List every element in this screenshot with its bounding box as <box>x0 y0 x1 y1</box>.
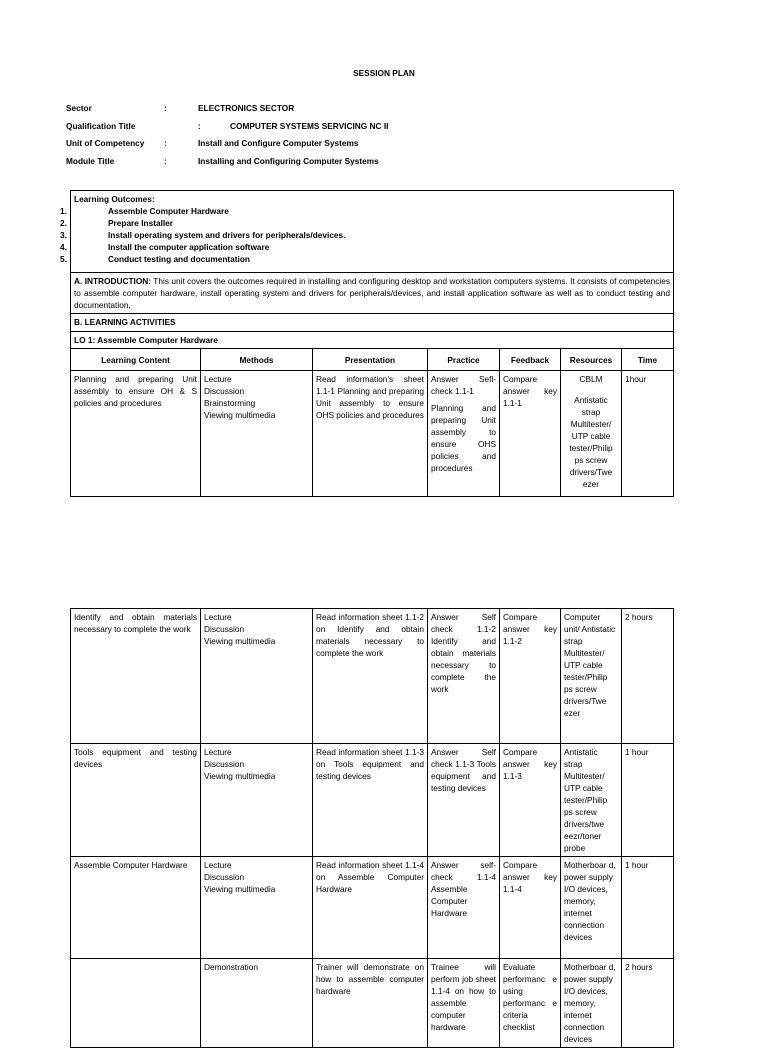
cell-practice: Trainee will perform job sheet 1.1-4 on how to assemble computer hardware <box>428 959 500 1048</box>
list-number: 2. <box>60 218 67 229</box>
cell-practice: Answer self-check 1.1-4 Assemble Computer Hardware <box>428 857 500 959</box>
cell-resources: Computer unit/ Antistatic strap Multitester/ UTP cable tester/Philip ps screw drivers/Twe ezer <box>561 609 622 744</box>
cell-resources: Antistatic strap Multitester/ UTP cable tester/Philip ps screw drivers/twe eezr/toner probe <box>561 744 622 857</box>
cell-learning-content: Assemble Computer Hardware <box>71 857 201 959</box>
cell-time: 2 hours <box>622 959 674 1048</box>
list-text: Install operating system and drivers for peripherals/devices. <box>108 230 346 241</box>
cell-methods <box>201 959 313 1048</box>
list-number: 1. <box>60 206 67 217</box>
cell-resources: Motherboar d, power supply I/O devices, memory, internet connection devices <box>561 959 622 1048</box>
practice-item: Answer Sefl-check 1.1-1 <box>431 374 496 397</box>
method-item: Brainstorming <box>204 398 256 409</box>
meta-value: ELECTRONICS SECTOR <box>198 103 295 113</box>
introduction-cell <box>71 273 674 314</box>
meta-value: Installing and Configuring Computer Systems <box>198 156 379 166</box>
learning-outcomes-heading: Learning Outcomes: <box>74 194 155 204</box>
cell-learning-content: Planning and preparing Unit assembly to ensure OH & S policies and procedures <box>71 371 201 497</box>
table-header-row <box>71 349 674 371</box>
method-item: Lecture <box>204 747 232 757</box>
cell-time: 1hour <box>622 371 674 497</box>
cell-time: 2 hours <box>622 609 674 744</box>
table-row <box>71 609 674 744</box>
col-header-time: Time <box>622 349 674 371</box>
cell-learning-content <box>71 959 201 1048</box>
col-header-learning-content: Learning Content <box>71 349 201 371</box>
cell-learning-content: Identify and obtain materials necessary to complete the work <box>71 609 201 744</box>
cell-time: 1 hour <box>622 744 674 857</box>
list-number: 4. <box>60 242 67 253</box>
cell-presentation: Read information's sheet 1.1-1 Planning and preparing Unit assembly to ensure OHS policies and procedures <box>313 371 428 497</box>
list-item <box>60 241 670 253</box>
method-item: Discussion <box>204 624 245 635</box>
list-text: Prepare Installer <box>108 218 174 229</box>
method-item: Discussion <box>204 872 245 883</box>
method-item: Lecture <box>204 374 232 385</box>
meta-value: Install and Configure Computer Systems <box>198 138 359 148</box>
cell-feedback: Compare answer key 1.1-2 <box>500 609 561 744</box>
cell-feedback: Compare answer key 1.1-4 <box>500 857 561 959</box>
table-row <box>71 744 674 857</box>
cell-feedback: Compare answer key 1.1-1 <box>500 371 561 497</box>
cell-methods <box>201 857 313 959</box>
meta-colon: : <box>198 121 201 131</box>
list-number: 3. <box>60 230 67 241</box>
meta-value: COMPUTER SYSTEMS SERVICING NC II <box>230 121 389 131</box>
col-header-resources: Resources <box>561 349 622 371</box>
list-item <box>60 217 670 229</box>
meta-colon: : <box>164 138 167 148</box>
list-text: Install the computer application software <box>108 242 270 253</box>
method-item: Discussion <box>204 759 245 770</box>
method-item: Discussion <box>204 386 245 397</box>
lo1-heading: LO 1: Assemble Computer Hardware <box>71 332 674 349</box>
cell-feedback: Compare answer key 1.1-3 <box>500 744 561 857</box>
col-header-practice: Practice <box>428 349 500 371</box>
cell-presentation: Read information sheet 1.1-3 on Tools equipment and testing devices <box>313 744 428 857</box>
meta-label: Module Title <box>66 156 115 166</box>
cell-presentation: Read information sheet 1.1-4 on Assemble Computer Hardware <box>313 857 428 959</box>
learning-outcomes-cell <box>60 191 674 273</box>
cell-presentation: Read information sheet 1.1-2 on Identify and obtain materials necessary to complete the work <box>313 609 428 744</box>
method-item: Lecture <box>204 612 232 622</box>
method-item: Lecture <box>204 860 232 871</box>
table-row <box>71 959 674 1048</box>
learning-activities-heading: B. LEARNING ACTIVITIES <box>71 314 674 332</box>
cell-methods <box>201 744 313 857</box>
meta-colon: : <box>164 156 167 166</box>
col-header-presentation: Presentation <box>313 349 428 371</box>
session-plan-table-continued <box>70 608 674 1048</box>
cell-practice <box>428 371 500 497</box>
list-number: 5. <box>60 254 67 265</box>
cell-learning-content: Tools equipment and testing devices <box>71 744 201 857</box>
introduction-label: A. INTRODUCTION: <box>74 276 152 286</box>
method-item: Viewing multimedia <box>204 636 276 647</box>
cell-presentation: Trainer will demonstrate on how to assemble computer hardware <box>313 959 428 1048</box>
introduction-text: This unit covers the outcomes required in installing and configuring desktop and workstation computers systems. It consists of competencies to assemble computer hardware, install operating system and drivers for peripherals/devices, and install application software as well as to conduct testing and documentation. <box>74 276 671 311</box>
list-item <box>60 205 670 217</box>
resource-item: Antistatic strap Multitester/ UTP cable tester/Philip ps screw drivers/Twe ezer <box>569 395 613 490</box>
cell-feedback: Evaluate performanc e using performanc e criteria checklist <box>500 959 561 1048</box>
meta-colon: : <box>164 103 167 113</box>
session-plan-table <box>60 190 674 497</box>
list-item <box>60 253 670 265</box>
method-item: Viewing multimedia <box>204 410 276 421</box>
list-item <box>60 229 670 241</box>
meta-label: Sector <box>66 103 92 113</box>
table-row <box>71 371 674 497</box>
cell-resources <box>561 371 622 497</box>
list-text: Assemble Computer Hardware <box>108 206 229 217</box>
table-row <box>71 857 674 959</box>
method-item: Viewing multimedia <box>204 771 276 782</box>
resource-item: CBLM <box>579 374 603 385</box>
cell-resources: Motherboar d, power supply I/O devices, memory, internet connection devices <box>561 857 622 959</box>
cell-practice: Answer Self check 1.1-3 Tools equipment and testing devices <box>428 744 500 857</box>
col-header-methods: Methods <box>201 349 313 371</box>
list-text: Conduct testing and documentation <box>108 254 250 265</box>
practice-item: Planning and preparing Unit assembly to ensure OHS policies and procedures <box>431 403 496 474</box>
cell-methods <box>201 371 313 497</box>
page-title: SESSION PLAN <box>353 68 415 78</box>
col-header-feedback: Feedback <box>500 349 561 371</box>
learning-outcomes-list <box>60 205 670 265</box>
cell-methods <box>201 609 313 744</box>
method-item: Viewing multimedia <box>204 884 276 895</box>
meta-label: Qualification Title <box>66 121 136 131</box>
cell-practice: Answer Self check 1.1-2 Identify and obtain materials necessary to complete the work <box>428 609 500 744</box>
method-item: Demonstration <box>204 962 258 973</box>
cell-time: 1 hour <box>622 857 674 959</box>
meta-label: Unit of Competency <box>66 138 145 148</box>
